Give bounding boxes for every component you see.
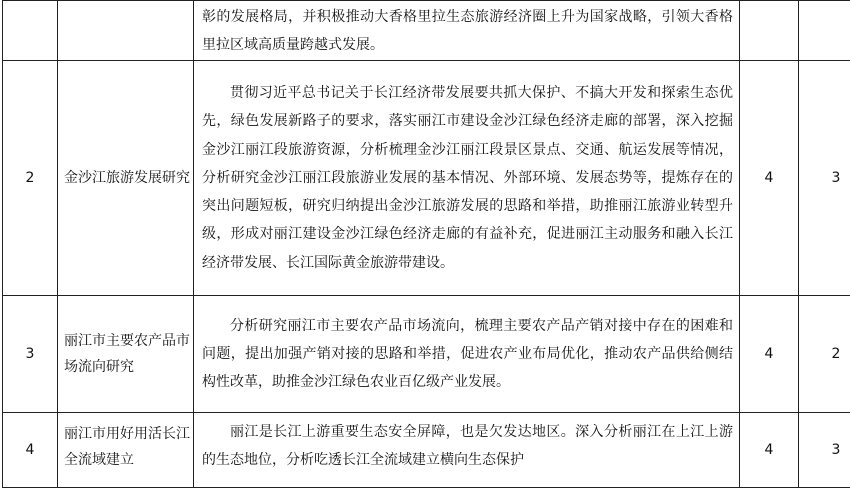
row-number-cell bbox=[3, 61, 58, 296]
column-a-cell bbox=[740, 413, 799, 488]
project-table bbox=[2, 0, 850, 488]
column-a-value: 4 bbox=[764, 346, 774, 362]
project-title-cell bbox=[58, 61, 194, 296]
column-b-value: 3 bbox=[831, 442, 841, 458]
row-number-cell bbox=[3, 296, 58, 413]
column-a-value: 4 bbox=[764, 170, 774, 186]
table-row bbox=[3, 61, 850, 296]
row-number: 4 bbox=[25, 442, 35, 458]
project-title-cell bbox=[58, 296, 194, 413]
column-b-cell bbox=[799, 413, 850, 488]
project-content: 贯彻习近平总书记关于长江经济带发展要共抓大保护、不搞大开发和探索生态优先，绿色发展新路子的要求，落实丽江市建设金沙江绿色经济走廊的部署，深入挖掘金沙江丽江段旅游资源，分析梳理金沙江丽江段景区景点、交通、航运发展等情况，分析研究金沙江丽江段旅游业发展的基本情况、外部环境、发展态势等，提炼存在的突出问题短板，研究归纳提出金沙江旅游发展的思路和举措，助推丽江旅游业转型升级，形成对丽江建设金沙江绿色经济走廊的有益补充，促进丽江主动服务和融入长江经济带发展、长江国际黄金旅游带建设。 bbox=[202, 85, 733, 271]
project-content-cell bbox=[194, 1, 740, 61]
column-b-cell bbox=[799, 1, 850, 61]
project-title: 丽江市用好用活长江全流域建立 bbox=[64, 426, 190, 468]
row-number: 3 bbox=[25, 346, 35, 362]
project-content-cell bbox=[194, 413, 740, 488]
column-b-value: 2 bbox=[831, 346, 841, 362]
project-content: 分析研究丽江市主要农产品市场流向，梳理主要农产品产销对接中存在的困难和问题，提出加强产销对接的思路和举措，促进农产业布局优化，推动农产品供给侧结构性改革，助推金沙江绿色农业百亿级产业发展。 bbox=[202, 317, 733, 391]
column-a-cell bbox=[740, 296, 799, 413]
row-number-cell bbox=[3, 1, 58, 61]
row-number: 2 bbox=[25, 170, 35, 186]
row-number-cell bbox=[3, 413, 58, 488]
table-row bbox=[3, 413, 850, 488]
project-content: 丽江是长江上游重要生态安全屏障，也是欠发达地区。深入分析丽江在上江上游的生态地位，分析吃透长江全流域建立横向生态保护 bbox=[202, 424, 733, 469]
column-b-cell bbox=[799, 296, 850, 413]
project-title-cell bbox=[58, 413, 194, 488]
column-a-cell bbox=[740, 61, 799, 296]
column-a-cell bbox=[740, 1, 799, 61]
table-row bbox=[3, 1, 850, 61]
project-content-cell bbox=[194, 296, 740, 413]
column-b-cell bbox=[799, 61, 850, 296]
project-content-cell bbox=[194, 61, 740, 296]
column-a-value: 4 bbox=[764, 442, 774, 458]
table-row bbox=[3, 296, 850, 413]
project-content: 彰的发展格局，并积极推动大香格里拉生态旅游经济圈上升为国家战略，引领大香格里拉区域高质量跨越式发展。 bbox=[202, 8, 733, 53]
project-title-cell bbox=[58, 1, 194, 61]
project-title: 丽江市主要农产品市场流向研究 bbox=[64, 333, 190, 375]
column-b-value: 3 bbox=[831, 170, 841, 186]
project-title: 金沙江旅游发展研究 bbox=[64, 170, 190, 186]
